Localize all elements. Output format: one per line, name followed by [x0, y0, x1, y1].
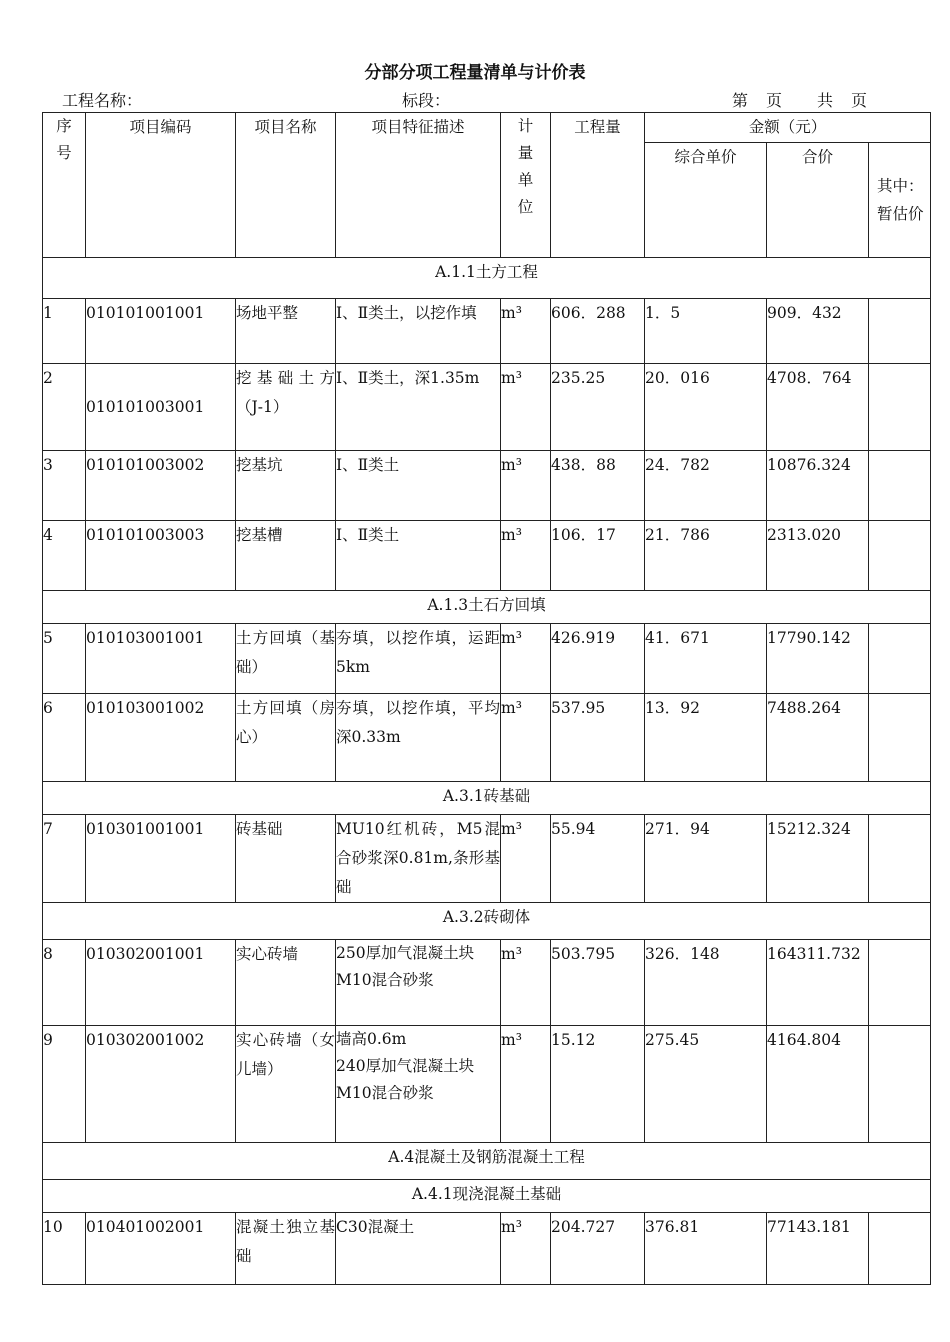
header-name: 项目名称 [236, 113, 336, 258]
cell-total: 7488.264 [767, 694, 869, 782]
cell-name: 挖基槽 [236, 521, 336, 591]
header-quantity: 工程量 [551, 113, 645, 258]
cell-quantity: 503.795 [551, 940, 645, 1026]
cell-code: 010301001001 [86, 815, 236, 903]
header-amount-group: 金额（元） [645, 113, 931, 143]
cell-provisional [869, 1213, 931, 1285]
table-row [43, 1026, 931, 1143]
table-row [43, 624, 931, 694]
cell-unit: m³ [501, 521, 551, 591]
cell-total: 77143.181 [767, 1213, 869, 1285]
description-line: 墙高0.6m [336, 1030, 407, 1048]
description-line: M10混合砂浆 [336, 1084, 434, 1102]
cell-no: 3 [43, 451, 86, 521]
section-heading: A.1.3土石方回填 [43, 591, 931, 624]
cell-name: 场地平整 [236, 299, 336, 364]
cell-provisional [869, 940, 931, 1026]
cell-code: 010302001002 [86, 1026, 236, 1143]
cell-description: Ⅰ、Ⅱ类土，深1.35m [336, 364, 501, 451]
header-code: 项目编码 [86, 113, 236, 258]
header-unit: 计量单位 [501, 113, 551, 258]
cell-code: 010101003001 [86, 364, 236, 451]
table-row [43, 940, 931, 1026]
cell-description: Ⅰ、Ⅱ类土，以挖作填 [336, 299, 501, 364]
cell-code: 010401002001 [86, 1213, 236, 1285]
cell-total: 4708．764 [767, 364, 869, 451]
cell-code: 010302001001 [86, 940, 236, 1026]
cell-quantity: 426.919 [551, 624, 645, 694]
cell-quantity: 55.94 [551, 815, 645, 903]
cell-code: 010101003003 [86, 521, 236, 591]
cell-total: 164311.732 [767, 940, 869, 1026]
cell-provisional [869, 815, 931, 903]
cell-unit: m³ [501, 299, 551, 364]
cell-provisional [869, 299, 931, 364]
table-row [43, 1213, 931, 1285]
cell-description: 夯填，以挖作填，平均深0.33m [336, 694, 501, 782]
cell-name: 实心砖墙（女儿墙） [236, 1026, 336, 1143]
cell-unit-price: 1．5 [645, 299, 767, 364]
section-row [43, 903, 931, 940]
cell-total: 909．432 [767, 299, 869, 364]
cell-code: 010101001001 [86, 299, 236, 364]
table-body [43, 258, 931, 1285]
cell-unit-price: 21．786 [645, 521, 767, 591]
cell-name: 混凝土独立基础 [236, 1213, 336, 1285]
cell-unit: m³ [501, 1026, 551, 1143]
project-name-label: 工程名称： [62, 91, 143, 110]
table-row [43, 815, 931, 903]
cell-description: C30混凝土 [336, 1213, 501, 1285]
cell-unit-price: 13．92 [645, 694, 767, 782]
cell-total: 15212.324 [767, 815, 869, 903]
cell-code: 010103001001 [86, 624, 236, 694]
table-row [43, 364, 931, 451]
cell-description [336, 1026, 501, 1143]
cell-description: MU10红机砖，M5混合砂浆深0.81m,条形基础 [336, 815, 501, 903]
table-row [43, 299, 931, 364]
cell-name: 土方回填（基础） [236, 624, 336, 694]
cell-no: 8 [43, 940, 86, 1026]
cell-provisional [869, 364, 931, 451]
description-line: 240厚加气混凝土块 [336, 1057, 475, 1075]
cell-quantity: 106．17 [551, 521, 645, 591]
cell-unit: m³ [501, 451, 551, 521]
cell-no: 9 [43, 1026, 86, 1143]
table-row [43, 694, 931, 782]
cell-description [336, 940, 501, 1026]
cell-no: 6 [43, 694, 86, 782]
cell-quantity: 606．288 [551, 299, 645, 364]
header-description: 项目特征描述 [336, 113, 501, 258]
section-heading: A.4.1现浇混凝土基础 [43, 1180, 931, 1213]
cell-quantity: 537.95 [551, 694, 645, 782]
cell-quantity: 438．88 [551, 451, 645, 521]
cell-total: 2313.020 [767, 521, 869, 591]
cell-provisional [869, 521, 931, 591]
cell-total: 10876.324 [767, 451, 869, 521]
cell-total: 4164.804 [767, 1026, 869, 1143]
cell-no: 2 [43, 364, 86, 451]
cell-code: 010101003002 [86, 451, 236, 521]
section-heading: A.3.2砖砌体 [43, 903, 931, 940]
cell-unit-price: 271．94 [645, 815, 767, 903]
cell-unit: m³ [501, 624, 551, 694]
cell-provisional [869, 694, 931, 782]
cell-unit: m³ [501, 694, 551, 782]
bill-of-quantities-table [42, 112, 931, 1285]
cell-no: 4 [43, 521, 86, 591]
cell-name: 实心砖墙 [236, 940, 336, 1026]
cell-provisional [869, 624, 931, 694]
header-no: 序号 [43, 113, 86, 258]
cell-description: Ⅰ、Ⅱ类土 [336, 521, 501, 591]
cell-provisional [869, 451, 931, 521]
cell-name: 土方回填（房心） [236, 694, 336, 782]
header-unit-price: 综合单价 [645, 143, 767, 258]
cell-quantity: 204.727 [551, 1213, 645, 1285]
description-line: M10混合砂浆 [336, 971, 434, 989]
table-row [43, 521, 931, 591]
cell-unit: m³ [501, 364, 551, 451]
section-heading: A.1.1土方工程 [43, 258, 931, 299]
cell-unit: m³ [501, 815, 551, 903]
cell-unit-price: 326．148 [645, 940, 767, 1026]
page-title: 分部分项工程量清单与计价表 [364, 63, 586, 83]
cell-unit-price: 24．782 [645, 451, 767, 521]
cell-unit-price: 376.81 [645, 1213, 767, 1285]
header-provisional: 其中：暂估价 [869, 143, 931, 258]
section-row [43, 591, 931, 624]
cell-quantity: 235.25 [551, 364, 645, 451]
section-row [43, 782, 931, 815]
section-row [43, 258, 931, 299]
header-total: 合价 [767, 143, 869, 258]
cell-unit-price: 275.45 [645, 1026, 767, 1143]
cell-code: 010103001002 [86, 694, 236, 782]
cell-provisional [869, 1026, 931, 1143]
page-counter: 第 页 共 页 [732, 91, 869, 110]
cell-name: 挖基础土方（J-1） [236, 364, 336, 451]
cell-total: 17790.142 [767, 624, 869, 694]
cell-no: 7 [43, 815, 86, 903]
cell-description: Ⅰ、Ⅱ类土 [336, 451, 501, 521]
cell-unit: m³ [501, 1213, 551, 1285]
table-row [43, 451, 931, 521]
cell-no: 1 [43, 299, 86, 364]
cell-no: 5 [43, 624, 86, 694]
cell-name: 挖基坑 [236, 451, 336, 521]
cell-unit-price: 20．016 [645, 364, 767, 451]
section-heading: A.3.1砖基础 [43, 782, 931, 815]
section-row [43, 1143, 931, 1180]
section-row [43, 1180, 931, 1213]
cell-unit-price: 41．671 [645, 624, 767, 694]
cell-quantity: 15.12 [551, 1026, 645, 1143]
cell-description: 夯填，以挖作填，运距5km [336, 624, 501, 694]
section-label: 标段： [402, 91, 451, 110]
cell-unit: m³ [501, 940, 551, 1026]
section-heading: A.4混凝土及钢筋混凝土工程 [43, 1143, 931, 1180]
cell-name: 砖基础 [236, 815, 336, 903]
cell-no: 10 [43, 1213, 86, 1285]
description-line: 250厚加气混凝土块 [336, 944, 475, 962]
